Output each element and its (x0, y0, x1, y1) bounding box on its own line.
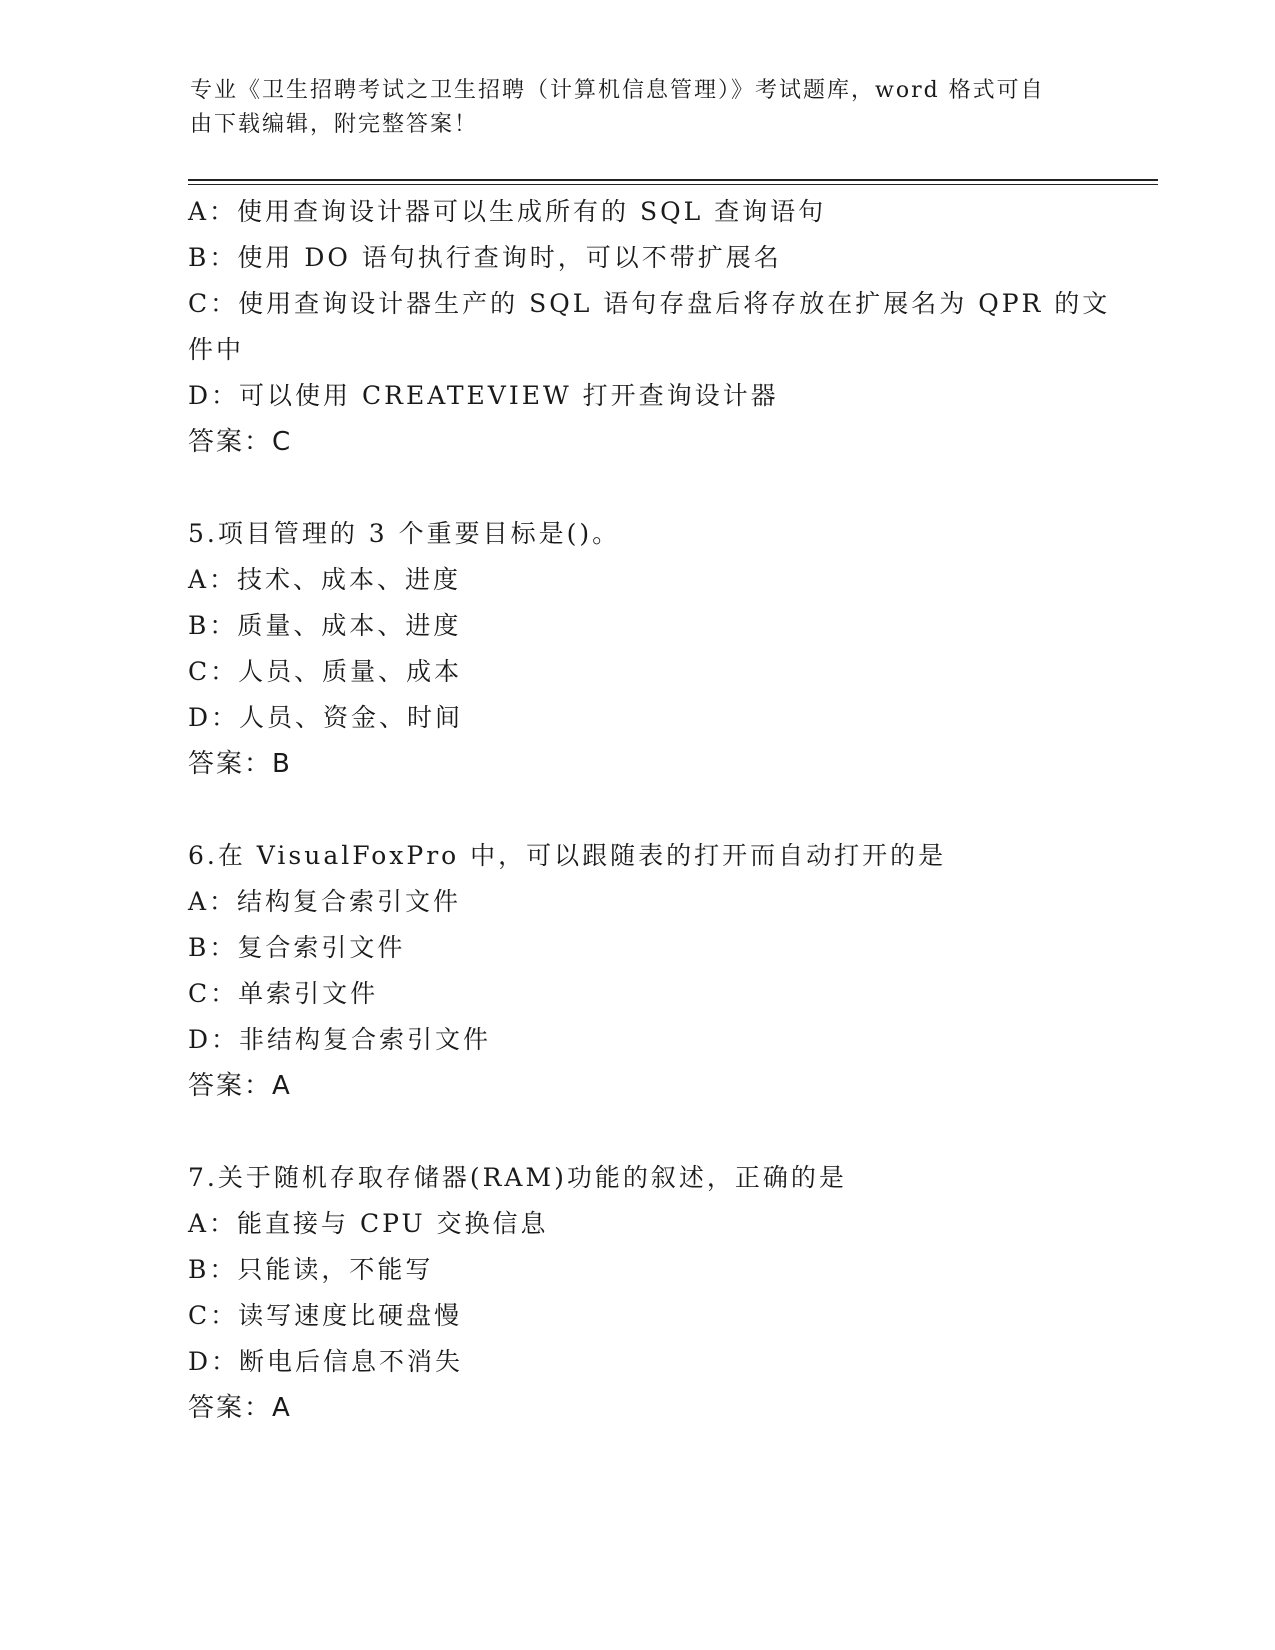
q6-option-b: B：复合索引文件 (188, 933, 406, 962)
q6-question: 6.在 VisualFoxPro 中，可以跟随表的打开而自动打开的是 (188, 841, 947, 870)
q7-question: 7.关于随机存取存储器(RAM)功能的叙述，正确的是 (188, 1163, 847, 1192)
q5-question: 5.项目管理的 3 个重要目标是()。 (188, 519, 621, 548)
question-7-block (188, 1155, 1088, 1431)
q7-option-d: D：断电后信息不消失 (188, 1347, 464, 1376)
q6-option-a: A：结构复合索引文件 (188, 887, 462, 916)
q4-option-a: A：使用查询设计器可以生成所有的 SQL 查询语句 (188, 197, 827, 226)
q6-option-d: D：非结构复合索引文件 (188, 1025, 492, 1054)
q6-answer: 答案：A (188, 1071, 292, 1101)
spacer (188, 465, 1088, 511)
question-4-block (188, 189, 1111, 465)
header-divider-thick (188, 179, 1158, 181)
q4-option-c-line2: 件中 (188, 335, 245, 364)
q5-option-a: A：技术、成本、进度 (188, 565, 462, 594)
spacer (188, 1109, 1088, 1155)
q5-option-b: B：质量、成本、进度 (188, 611, 462, 640)
q4-answer: 答案：C (188, 427, 293, 457)
question-5-block (188, 511, 1088, 787)
q7-option-c: C：读写速度比硬盘慢 (188, 1301, 463, 1330)
header-line-1: 专业《卫生招聘考试之卫生招聘（计算机信息管理）》考试题库，word 格式可自 (190, 78, 1045, 103)
q7-option-a: A：能直接与 CPU 交换信息 (188, 1209, 549, 1238)
spacer (188, 787, 1088, 833)
q5-answer: 答案：B (188, 749, 292, 779)
q5-option-c: C：人员、质量、成本 (188, 657, 463, 686)
q5-option-d: D：人员、资金、时间 (188, 703, 464, 732)
document-header (190, 74, 1090, 142)
question-6-block (188, 833, 1088, 1109)
q7-answer: 答案：A (188, 1393, 292, 1423)
q6-option-c: C：单索引文件 (188, 979, 379, 1008)
q4-option-b: B：使用 DO 语句执行查询时，可以不带扩展名 (188, 243, 782, 272)
question-list (188, 189, 1111, 1431)
header-divider-thin (188, 184, 1158, 185)
header-line-2: 由下载编辑，附完整答案！ (190, 112, 479, 137)
q4-option-c-line1: C：使用查询设计器生产的 SQL 语句存盘后将存放在扩展名为 QPR 的文 (188, 289, 1111, 318)
q7-option-b: B：只能读，不能写 (188, 1255, 434, 1284)
q4-option-d: D：可以使用 CREATEVIEW 打开查询设计器 (188, 381, 779, 410)
